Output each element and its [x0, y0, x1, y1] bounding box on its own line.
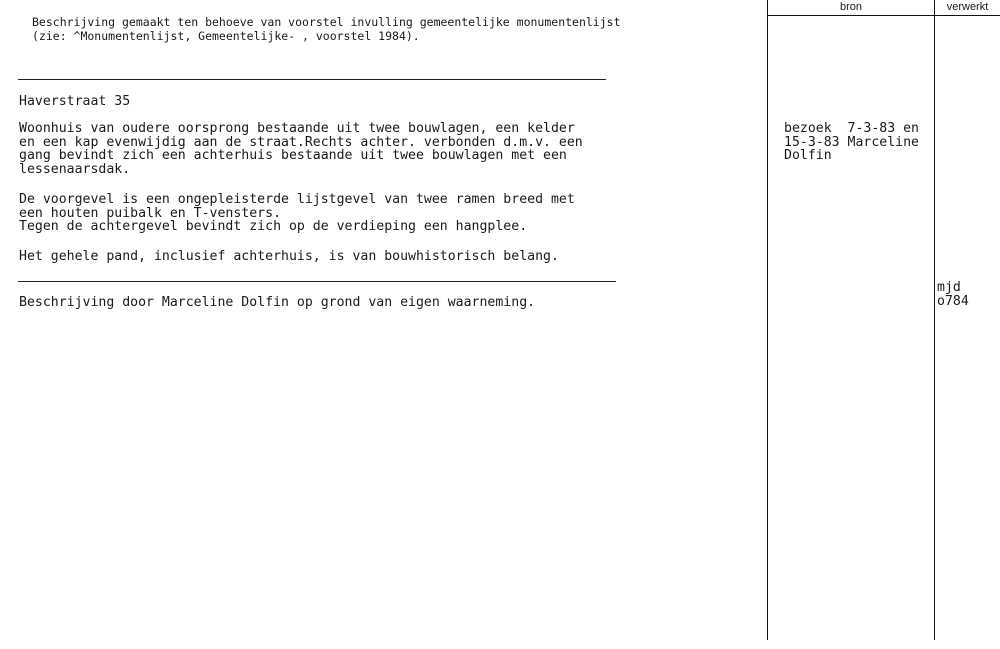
section-rule-bottom [18, 281, 616, 282]
column-header-bron: bron [839, 1, 863, 13]
bron-entry: bezoek 7-3-83 en 15-3-83 Marceline Dolfin [784, 121, 919, 163]
column-header-rule [767, 15, 1000, 16]
description-paragraph-1: Woonhuis van oudere oorsprong bestaande uit twee bouwlagen, een kelder en een kap evenwijdig aan de straat.Rechts achter. verbonden d.m.v. een gang bevindt zich een achterhuis bestaande uit twee bouwlagen met een lessenaarsdak. [19, 121, 583, 177]
street-heading: Haverstraat 35 [19, 94, 131, 109]
column-divider-verwerkt [934, 0, 935, 640]
header-note: Beschrijving gemaakt ten behoeve van voorstel invulling gemeentelijke monumentenlijst (zie: ^Monumentenlijst, Gemeentelijke- , voorstel 1984). [32, 15, 621, 43]
description-paragraph-3: Het gehele pand, inclusief achterhuis, is van bouwhistorisch belang. [19, 249, 559, 264]
description-paragraph-2: De voorgevel is een ongepleisterde lijstgevel van twee ramen breed met een houten puibalk en T-vensters. Tegen de achtergevel bevindt zich op de verdieping een hangplee. [19, 192, 575, 234]
verwerkt-entry: mjd o784 [937, 280, 969, 309]
column-divider-bron [767, 0, 768, 640]
column-header-verwerkt: verwerkt [946, 1, 989, 13]
section-rule-top [18, 79, 606, 80]
source-note: Beschrijving door Marceline Dolfin op grond van eigen waarneming. [19, 295, 536, 310]
